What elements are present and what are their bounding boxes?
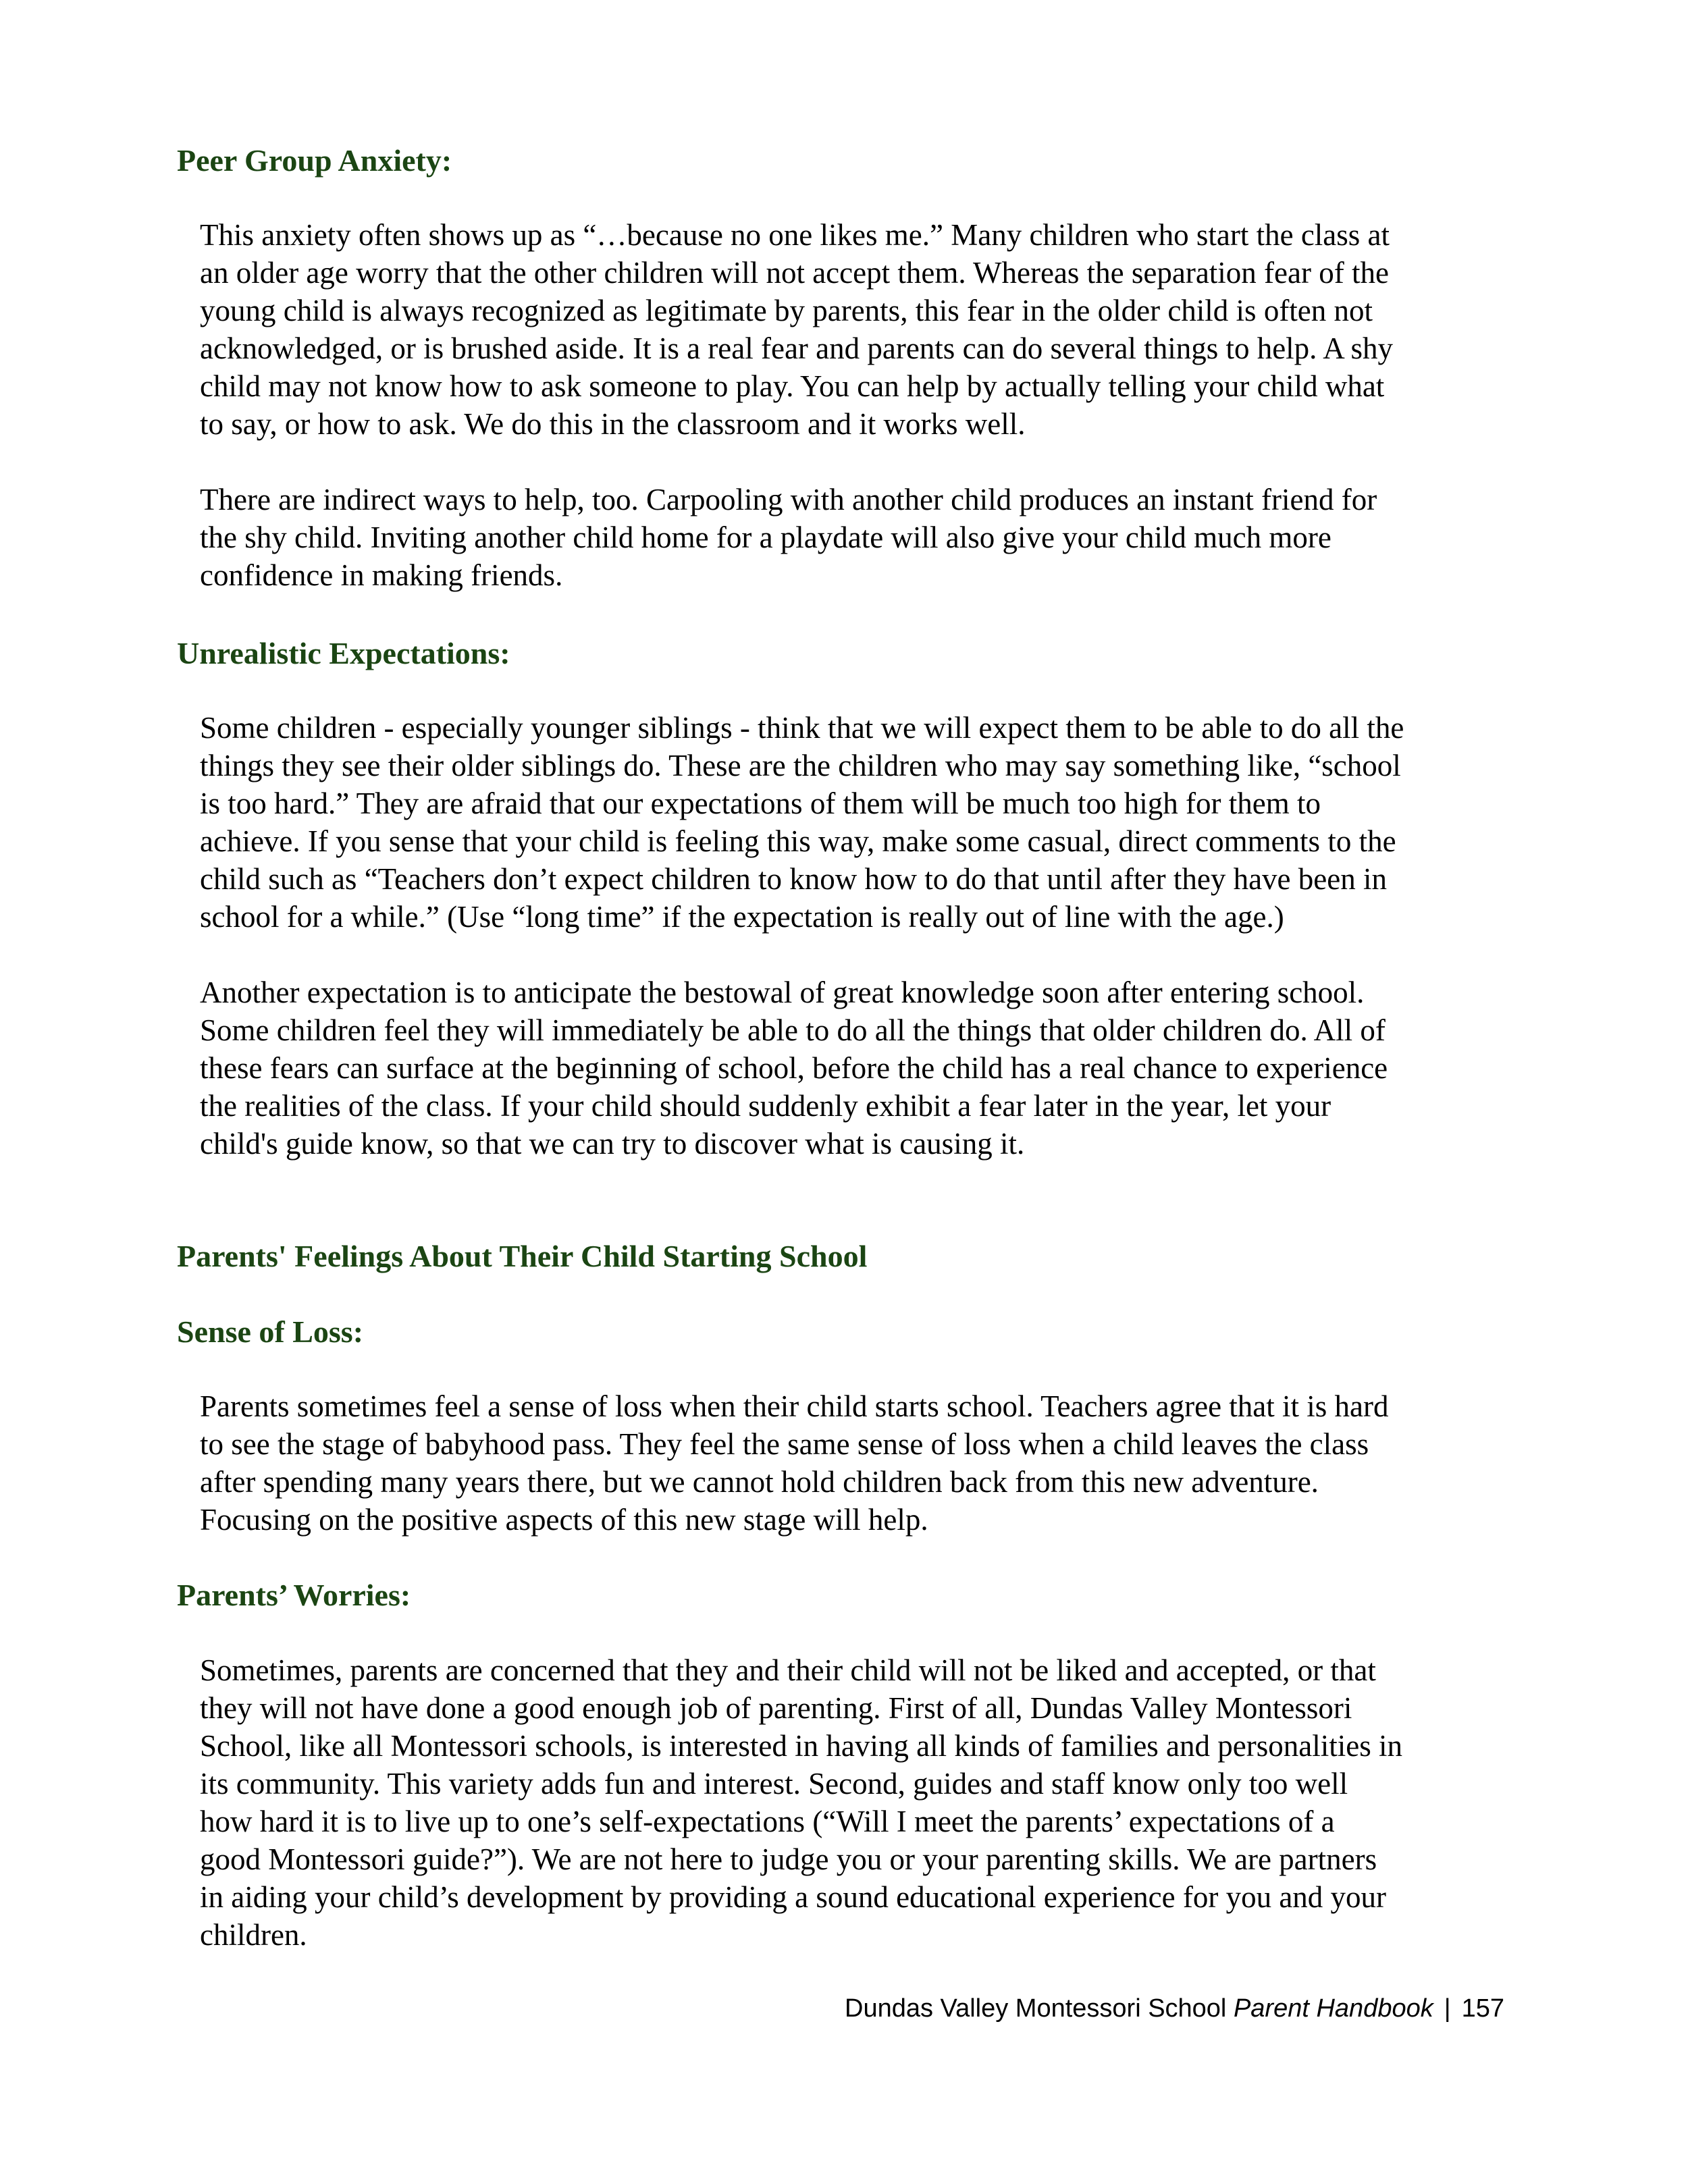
text-line: child may not know how to ask someone to play. You can help by actually telling your child what	[200, 369, 1385, 403]
text-line: Another expectation is to anticipate the bestowal of great knowledge soon after entering school.	[200, 976, 1365, 1009]
heading-peer-group-anxiety: Peer Group Anxiety:	[177, 143, 452, 178]
text-line: how hard it is to live up to one’s self-expectations (“Will I meet the parents’ expectations of a	[200, 1805, 1335, 1838]
page-footer	[845, 1992, 1504, 2025]
text-line: is too hard.” They are afraid that our expectations of them will be much too high for them to	[200, 787, 1321, 820]
text-line: young child is always recognized as legitimate by parents, this fear in the older child is often not	[200, 294, 1373, 327]
heading-unrealistic-expectations: Unrealistic Expectations:	[177, 636, 510, 670]
text-line: child's guide know, so that we can try to discover what is causing it.	[200, 1127, 1025, 1161]
text-line: the realities of the class. If your child should suddenly exhibit a fear later in the year, let your	[200, 1089, 1331, 1123]
text-line: its community. This variety adds fun and interest. Second, guides and staff know only too well	[200, 1767, 1348, 1801]
text-line: good Montessori guide?”). We are not here to judge you or your parenting skills. We are partners	[200, 1842, 1377, 1876]
text-line: Sometimes, parents are concerned that they and their child will not be liked and accepted, or that	[200, 1653, 1376, 1687]
heading-sense-of-loss: Sense of Loss:	[177, 1314, 364, 1349]
text-line: things they see their older siblings do. These are the children who may say something like, “school	[200, 749, 1401, 782]
paragraph-unrealistic-2	[200, 974, 1550, 1163]
text-line: Some children - especially younger siblings - think that we will expect them to be able to do all the	[200, 711, 1404, 745]
text-line: There are indirect ways to help, too. Carpooling with another child produces an instant friend for	[200, 483, 1377, 516]
text-line: School, like all Montessori schools, is interested in having all kinds of families and personalities in	[200, 1729, 1402, 1763]
text-line: child such as “Teachers don’t expect children to know how to do that until after they have been in	[200, 862, 1387, 896]
page-number: 157	[1461, 1994, 1504, 2023]
text-line: in aiding your child’s development by providing a sound educational experience for you and your	[200, 1880, 1387, 1914]
text-line: an older age worry that the other children will not accept them. Whereas the separation fear of the	[200, 256, 1389, 290]
footer-handbook-title: Parent Handbook	[1233, 1994, 1433, 2023]
footer-school-name: Dundas Valley Montessori School	[845, 1994, 1227, 2023]
text-line: to see the stage of babyhood pass. They feel the same sense of loss when a child leaves the class	[200, 1427, 1369, 1461]
paragraph-peer-group-1	[200, 216, 1550, 443]
text-line: Focusing on the positive aspects of this new stage will help.	[200, 1503, 928, 1537]
text-line: confidence in making friends.	[200, 558, 563, 592]
paragraph-sense-of-loss	[200, 1387, 1550, 1539]
text-line: Parents sometimes feel a sense of loss when their child starts school. Teachers agree that it is hard	[200, 1389, 1389, 1423]
text-line: they will not have done a good enough job of parenting. First of all, Dundas Valley Montessori	[200, 1691, 1352, 1725]
text-line: these fears can surface at the beginning of school, before the child has a real chance to experience	[200, 1051, 1388, 1085]
paragraph-peer-group-2	[200, 481, 1550, 594]
text-line: after spending many years there, but we cannot hold children back from this new adventure.	[200, 1465, 1319, 1499]
text-line: Some children feel they will immediately be able to do all the things that older children do. All of	[200, 1013, 1386, 1047]
text-line: school for a while.” (Use “long time” if the expectation is really out of line with the age.)	[200, 900, 1284, 934]
paragraph-parents-worries	[200, 1651, 1550, 1954]
text-line: the shy child. Inviting another child home for a playdate will also give your child much more	[200, 521, 1331, 554]
paragraph-unrealistic-1	[200, 709, 1550, 936]
text-line: achieve. If you sense that your child is feeling this way, make some casual, direct comments to the	[200, 824, 1396, 858]
heading-parents-feelings: Parents' Feelings About Their Child Starting School	[177, 1239, 868, 1273]
heading-parents-worries: Parents’ Worries:	[177, 1578, 411, 1612]
footer-separator: |	[1444, 1994, 1451, 2023]
text-line: to say, or how to ask. We do this in the classroom and it works well.	[200, 407, 1026, 441]
text-line: children.	[200, 1918, 307, 1952]
text-line: This anxiety often shows up as “…because no one likes me.” Many children who start the class at	[200, 218, 1390, 252]
text-line: acknowledged, or is brushed aside. It is a real fear and parents can do several things to help. A shy	[200, 331, 1393, 365]
